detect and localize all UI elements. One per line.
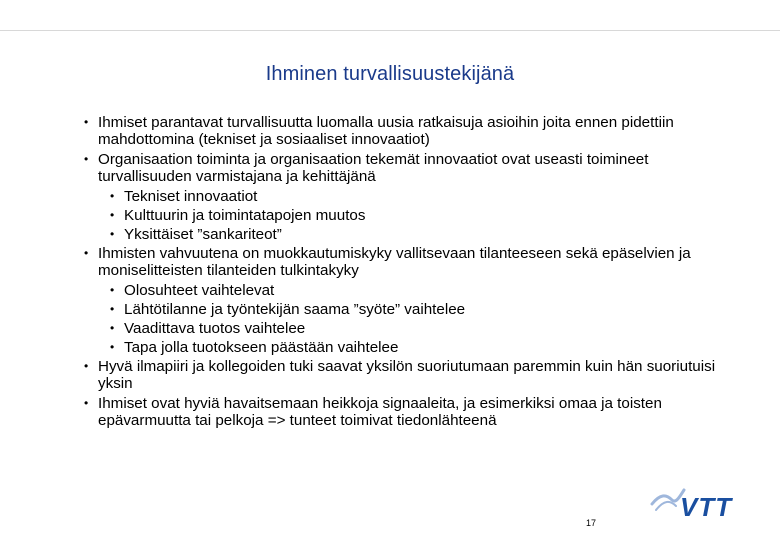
logo-wave-icon [656,502,676,510]
list-item-text: Tapa jolla tuotokseen päästään vaihtelee [124,339,399,356]
vtt-logo [650,482,750,522]
page-number: 17 [586,518,597,528]
list-item-text: Ihmisten vahvuutena on muokkautumiskyky vallitsevaan tilanteeseen sekä epäselvien ja moniselitteisten tilanteiden tulkintakyky [98,245,691,279]
list-item [84,358,724,392]
list-item-text: Ihmiset parantavat turvallisuutta luomalla uusia ratkaisuja asioihin joita ennen pidettiin mahdottomina (tekniset ja sosiaaliset innovaatiot) [98,114,674,148]
top-divider [0,30,780,31]
list-item-text: Organisaation toiminta ja organisaation tekemät innovaatiot ovat useasti toimineet turvallisuuden varmistajana ja kehittäjänä [98,151,649,185]
list-item-text: Ihmiset ovat hyviä havaitsemaan heikkoja signaaleita, ja esimerkiksi omaa ja toisten epävarmuutta tai pelkoja => tunteet toimivat tiedonlähteenä [98,395,662,429]
list-item [110,339,724,356]
bullet-icon: • [110,321,115,335]
list-item [110,188,724,205]
bullet-icon: • [110,208,115,222]
list-item [84,151,724,185]
list-item-text: Tekniset innovaatiot [124,188,258,205]
bullet-icon: • [84,152,89,166]
bullet-icon: • [84,396,89,410]
list-item [84,114,724,148]
bullet-icon: • [110,227,115,241]
slide-title: Ihminen turvallisuustekijänä [265,63,515,85]
list-item [84,395,724,429]
list-item [110,282,724,299]
bullet-icon: • [84,115,89,129]
bullet-list [84,114,724,432]
list-item-text: Vaadittava tuotos vaihtelee [124,320,306,337]
bullet-icon: • [84,246,89,260]
list-item-text: Yksittäiset ”sankariteot” [124,226,282,243]
list-item-text: Hyvä ilmapiiri ja kollegoiden tuki saavat yksilön suoriutumaan paremmin kuin hän suoriutuisi yksin [98,358,716,392]
bullet-icon: • [110,340,115,354]
list-item [84,245,724,279]
list-item-text: Kulttuurin ja toimintatapojen muutos [124,207,366,224]
logo-text: VTT [680,492,733,522]
bullet-icon: • [84,359,89,373]
bullet-icon: • [110,302,115,316]
bullet-icon: • [110,189,115,203]
list-item-text: Lähtötilanne ja työntekijän saama ”syöte” vaihtelee [124,301,466,318]
list-item [110,301,724,318]
list-item [110,207,724,224]
list-item [110,226,724,243]
list-item [110,320,724,337]
bullet-icon: • [110,283,115,297]
list-item-text: Olosuhteet vaihtelevat [124,282,275,299]
